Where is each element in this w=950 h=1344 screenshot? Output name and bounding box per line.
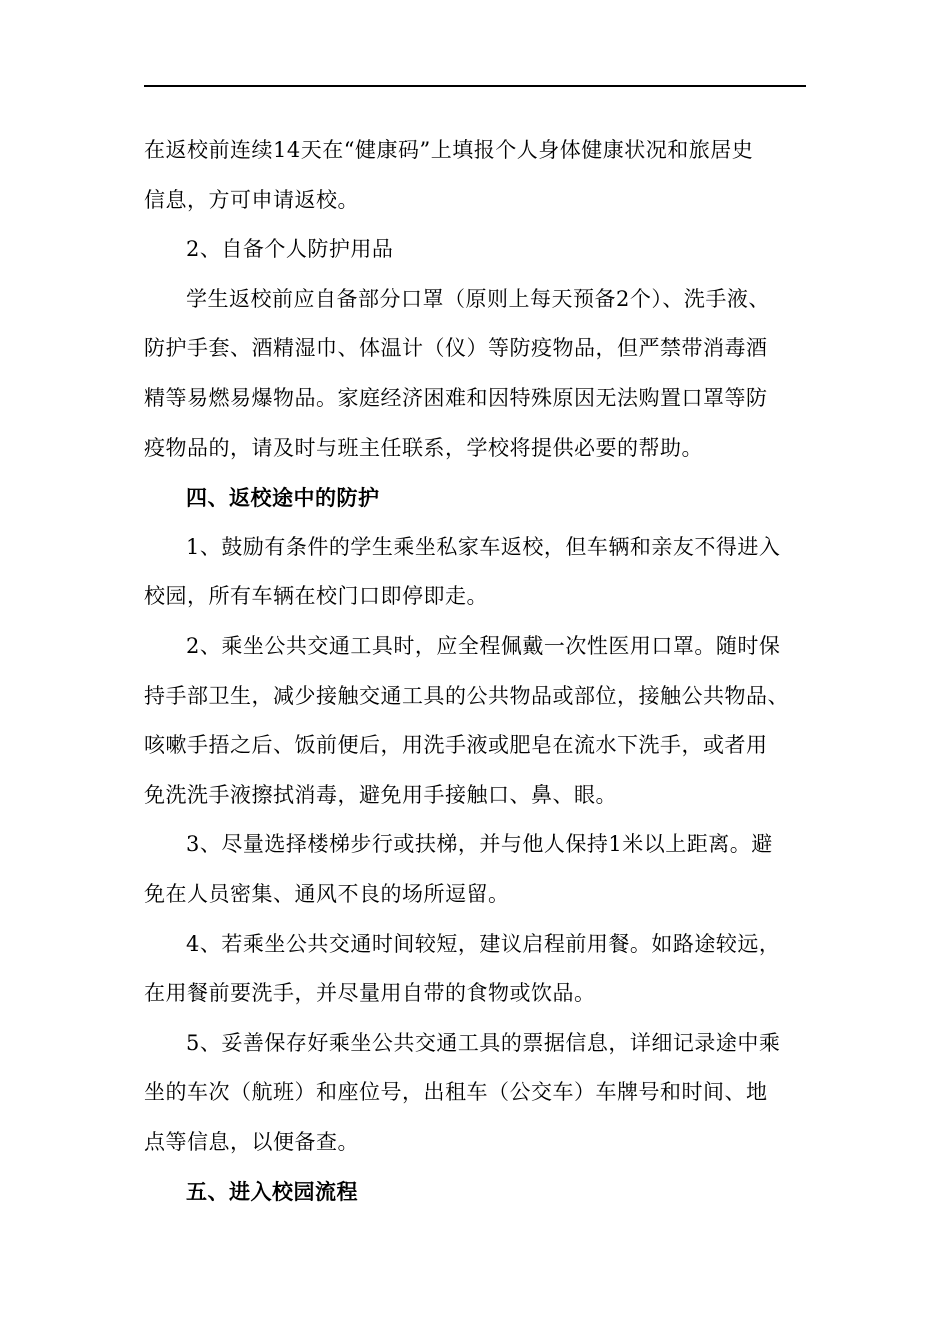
- text-line: 持手部卫生，减少接触交通工具的公共物品或部位，接触公共物品、: [144, 683, 789, 708]
- text-line: 防护手套、酒精湿巾、体温计（仪）等防疫物品，但严禁带消毒酒: [144, 336, 768, 361]
- text-line: 咳嗽手捂之后、饭前便后，用洗手液或肥皂在流水下洗手，或者用: [144, 733, 768, 758]
- paragraph-health-code: [144, 126, 808, 225]
- text-line: 免洗洗手液擦拭消毒，避免用手接触口、鼻、眼。: [144, 782, 617, 807]
- text-line: 坐的车次（航班）和座位号，出租车（公交车）车牌号和时间、地: [144, 1080, 768, 1105]
- text-line: 校园，所有车辆在校门口即停即走。: [144, 584, 488, 609]
- text-line: 精等易燃易爆物品。家庭经济困难和因特殊原因无法购置口罩等防: [144, 385, 768, 410]
- text-line: 免在人员密集、通风不良的场所逗留。: [144, 881, 510, 906]
- document-body: [144, 126, 808, 1217]
- paragraph-item-3: [144, 820, 808, 919]
- text-line: 点等信息，以便备查。: [144, 1129, 359, 1154]
- paragraph-item-4: [144, 920, 808, 1019]
- text-line: 疫物品的，请及时与班主任联系，学校将提供必要的帮助。: [144, 435, 703, 460]
- text-line: 四、返校途中的防护: [186, 485, 380, 511]
- text-line: 1、鼓励有条件的学生乘坐私家车返校，但车辆和亲友不得进入: [186, 534, 781, 559]
- section-heading-4: [144, 473, 808, 523]
- text-line: 学生返校前应自备部分口罩（原则上每天预备2个）、洗手液、: [186, 286, 770, 311]
- text-line: 在返校前连续14天在“健康码”上填报个人身体健康状况和旅居史: [144, 138, 754, 162]
- text-line: 信息，方可申请返校。: [144, 187, 359, 212]
- paragraph-item-5: [144, 1019, 808, 1168]
- paragraph-item-1: [144, 523, 808, 622]
- text-line: 五、进入校园流程: [186, 1179, 358, 1205]
- paragraph-item-2: [144, 622, 808, 820]
- text-line: 4、若乘坐公共交通时间较短，建议启程前用餐。如路途较远，: [186, 931, 781, 956]
- text-line: 2、乘坐公共交通工具时，应全程佩戴一次性医用口罩。随时保: [186, 633, 781, 658]
- text-line: 2、自备个人防护用品: [186, 237, 394, 262]
- section-heading-5: [144, 1167, 808, 1217]
- text-line: 3、尽量选择楼梯步行或扶梯，并与他人保持1米以上距离。避: [186, 832, 773, 857]
- paragraph-supplies: [144, 275, 808, 473]
- header-rule: [144, 85, 806, 87]
- text-line: 5、妥善保存好乘坐公共交通工具的票据信息，详细记录途中乘: [186, 1030, 781, 1055]
- text-line: 在用餐前要洗手，并尽量用自带的食物或饮品。: [144, 981, 596, 1006]
- subheading-protective-supplies: [144, 225, 808, 275]
